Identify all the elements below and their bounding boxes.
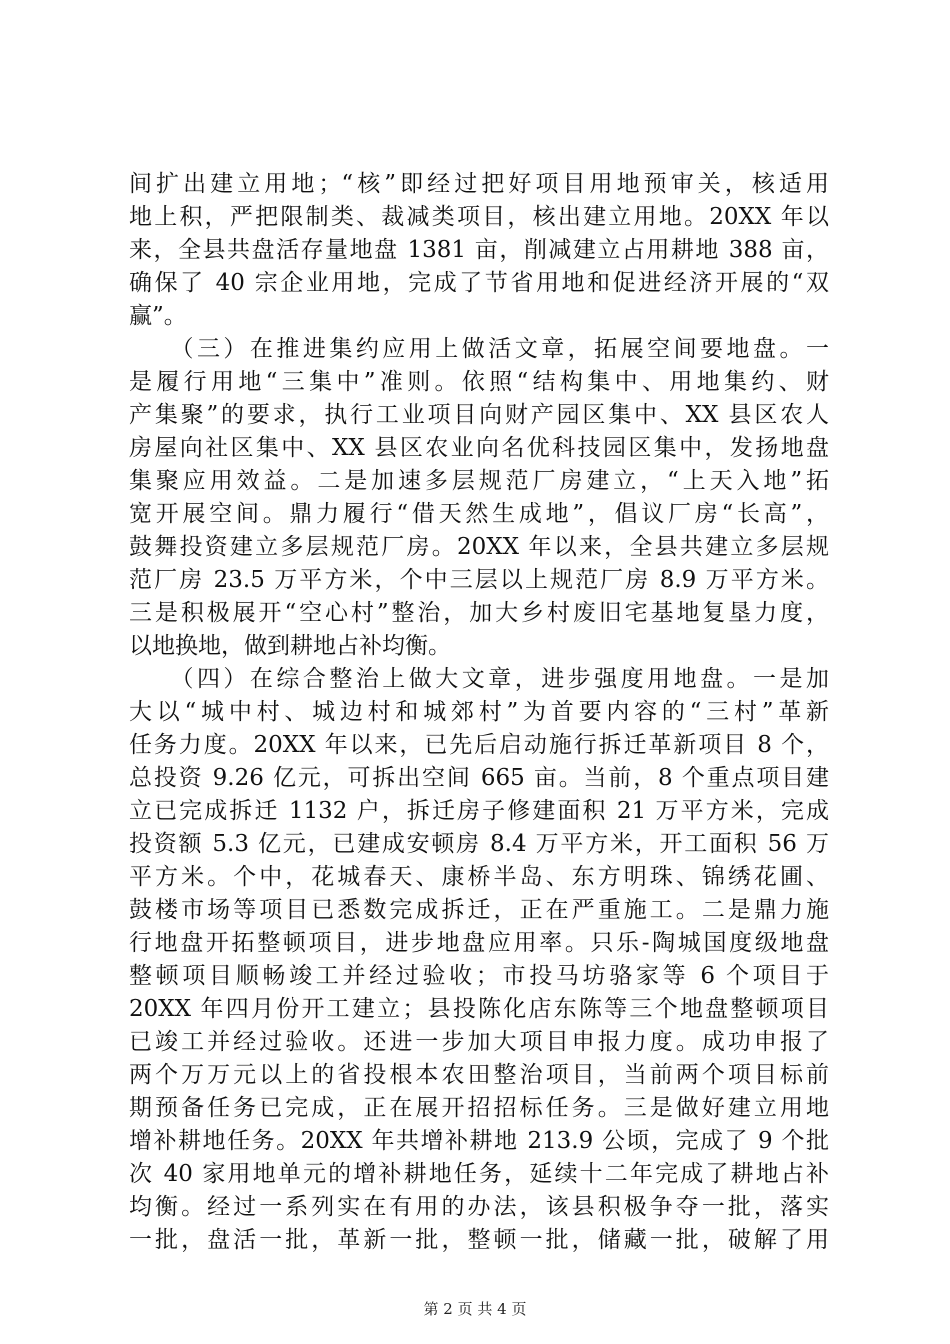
page-footer: 第 2 页 共 4 页 [423, 1300, 527, 1318]
text-line: 两个万万元以上的省投根本农田整治项目，当前两个项目标前 [129, 1062, 829, 1088]
text-line: 均衡。经过一系列实在有用的办法，该县积极争夺一批，落实 [129, 1194, 829, 1220]
text-line: 确保了 40 宗企业用地，完成了节省用地和促进经济开展的“双 [129, 270, 829, 296]
text-line: 房屋向社区集中、XX 县区农业向名优科技园区集中，发扬地盘 [129, 435, 829, 461]
text-line: 产集聚”的要求，执行工业项目向财产园区集中、XX 县区农人 [129, 402, 829, 428]
text-line: 地上积，严把限制类、裁减类项目，核出建立用地。20XX 年以 [129, 204, 829, 230]
text-line: 20XX 年四月份开工建立；县投陈化店东陈等三个地盘整顿项目 [129, 996, 829, 1022]
text-line: 已竣工并经过验收。还进一步加大项目申报力度。成功申报了 [129, 1029, 829, 1055]
text-line: 投资额 5.3 亿元，已建成安顿房 8.4 万平方米，开工面积 56 万 [129, 831, 829, 857]
text-line: 三是积极展开“空心村”整治，加大乡村废旧宅基地复垦力度， [129, 600, 829, 626]
text-line: 增补耕地任务。20XX 年共增补耕地 213.9 公顷，完成了 9 个批 [129, 1128, 829, 1154]
text-line: 鼓楼市场等项目已悉数完成拆迁，正在严重施工。二是鼎力施 [129, 897, 829, 923]
text-line: （三）在推进集约应用上做活文章，拓展空间要地盘。一 [129, 336, 829, 362]
text-line: 整顿项目顺畅竣工并经过验收；市投马坊骆家等 6 个项目于 [129, 963, 829, 989]
text-line: 宽开展空间。鼎力履行“借天然生成地”，倡议厂房“长高”， [129, 501, 829, 527]
text-line: 以地换地，做到耕地占补均衡。 [129, 633, 451, 659]
text-line: 大以“城中村、城边村和城郊村”为首要内容的“三村”革新 [129, 699, 829, 725]
text-line: 间扩出建立用地；“核”即经过把好项目用地预审关，核适用 [129, 171, 829, 197]
body-text [129, 168, 829, 1257]
text-line: 平方米。个中，花城春天、康桥半岛、东方明珠、锦绣花圃、 [129, 864, 829, 890]
text-line: 期预备任务已完成，正在展开招招标任务。三是做好建立用地 [129, 1095, 829, 1121]
text-line: 是履行用地“三集中”准则。依照“结构集中、用地集约、财 [129, 369, 829, 395]
text-line: 任务力度。20XX 年以来，已先后启动施行拆迁革新项目 8 个， [129, 732, 829, 758]
text-line: （四）在综合整治上做大文章，进步强度用地盘。一是加 [129, 666, 829, 692]
text-line: 总投资 9.26 亿元，可拆出空间 665 亩。当前，8 个重点项目建 [129, 765, 829, 791]
text-line: 次 40 家用地单元的增补耕地任务，延续十二年完成了耕地占补 [129, 1161, 829, 1187]
text-line: 来，全县共盘活存量地盘 1381 亩，削减建立占用耕地 388 亩， [129, 237, 829, 263]
text-line: 行地盘开拓整顿项目，进步地盘应用率。只乐-陶城国度级地盘 [129, 930, 829, 956]
text-line: 范厂房 23.5 万平方米，个中三层以上规范厂房 8.9 万平方米。 [129, 567, 829, 593]
text-line: 集聚应用效益。二是加速多层规范厂房建立，“上天入地”拓 [129, 468, 829, 494]
text-line: 鼓舞投资建立多层规范厂房。20XX 年以来，全县共建立多层规 [129, 534, 829, 560]
text-line: 一批，盘活一批，革新一批，整顿一批，储藏一批，破解了用 [129, 1227, 829, 1253]
text-line: 立已完成拆迁 1132 户，拆迁房子修建面积 21 万平方米，完成 [129, 798, 829, 824]
text-line: 赢”。 [129, 303, 187, 329]
